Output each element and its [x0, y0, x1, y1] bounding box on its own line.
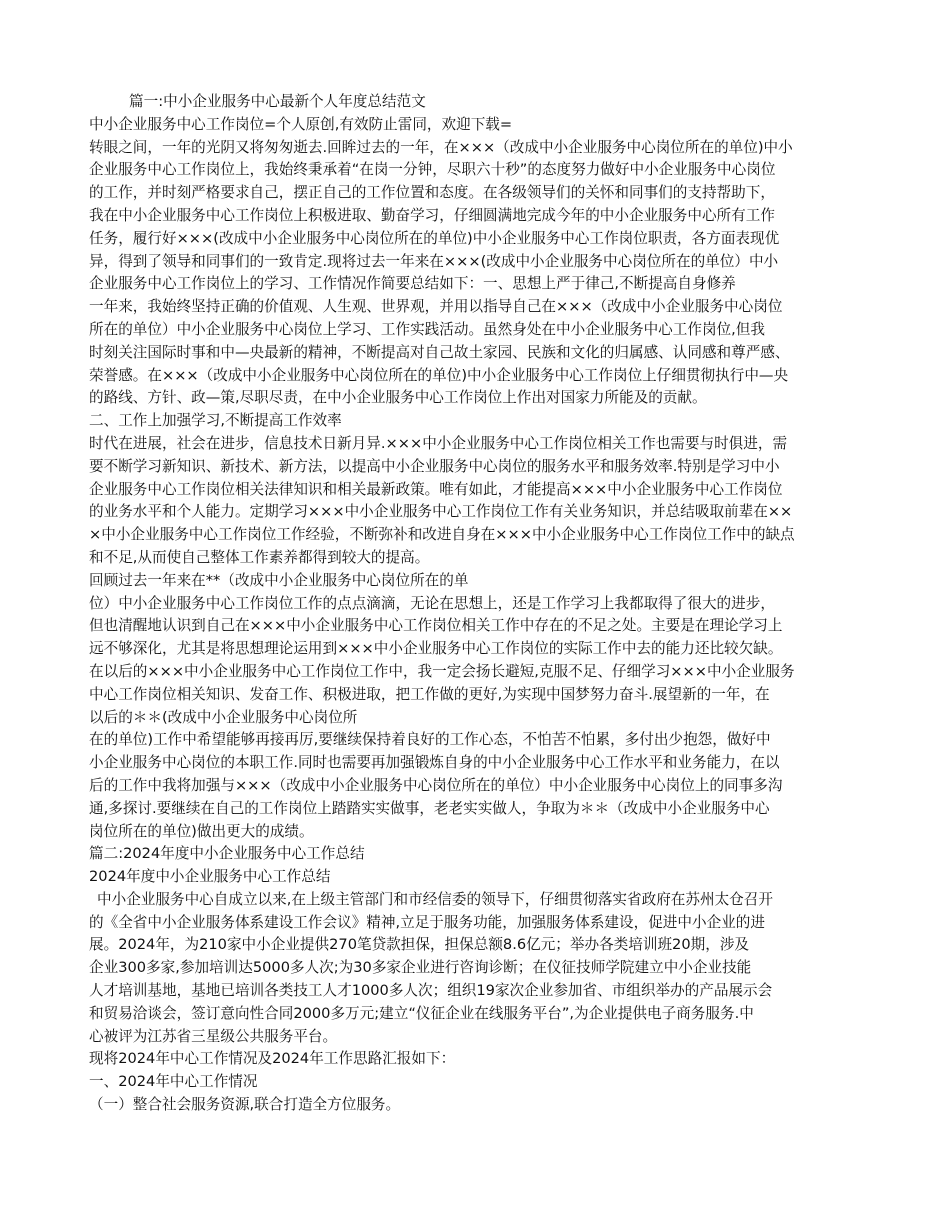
doc-line: 以后的＊＊(改成中小企业服务中心岗位所 [89, 708, 358, 726]
doc-line: 通,多探讨.要继续在自己的工作岗位上踏踏实实做事，老老实实做人，争取为＊＊（改成中小企业服务中心 [89, 799, 770, 817]
section-heading: 2024年度中小企业服务中心工作总结 [89, 868, 331, 886]
doc-line: 异，得到了领导和同事们的一致肯定.现将过去一年来在×××(改成中小企业服务中心岗位所在的单位）中小 [89, 252, 779, 270]
document-page [89, 91, 864, 1117]
doc-line: 在的单位)工作中希望能够再接再厉,要继续保持着良好的工作心态，不怕苦不怕累，多付出少抱怨，做好中 [89, 731, 771, 749]
doc-line: 荣誉感。在×××（改成中小企业服务中心岗位所在的单位)中小企业服务中心工作岗位上仔细贯彻执行中—央 [89, 366, 789, 384]
doc-line: 在以后的×××中小企业服务中心工作岗位工作中，我一定会扬长避短,克服不足、仔细学习×××中小企业服务 [89, 662, 795, 680]
doc-line: 企业300多家,参加培训达5000多人次;为30多家企业进行咨询诊断；在仪征技师学院建立中小企业技能 [89, 959, 752, 977]
doc-line: 的路线、方针、政—策,尽职尽责，在中小企业服务中心工作岗位上作出对国家力所能及的贡献。 [89, 389, 707, 407]
doc-line: 要不断学习新知识、新技术、新方法，以提高中小企业服务中心岗位的服务水平和服务效率.特别是学习中小 [89, 457, 780, 475]
doc-line: 转眼之间，一年的光阴又将匆匆逝去.回眸过去的一年，在×××（改成中小企业服务中心岗位所在的单位)中小 [89, 138, 793, 156]
doc-line: 的《全省中小企业服务体系建设工作会议》精神,立足于服务功能，加强服务体系建设，促进中小企业的进 [89, 913, 765, 931]
section-heading: 一、2024年中心工作情况 [89, 1073, 258, 1091]
doc-line: （一）整合社会服务资源,联合打造全方位服务。 [89, 1096, 401, 1114]
doc-line: 企业服务中心工作岗位相关法律知识和相关最新政策。唯有如此，才能提高×××中小企业服务中心工作岗位 [89, 480, 783, 498]
section-heading: 篇二:2024年度中小企业服务中心工作总结 [89, 845, 365, 863]
doc-line: 远不够深化，尤其是将思想理论运用到×××中小企业服务中心工作岗位的实际工作中去的能力还比较欠缺。 [89, 640, 783, 658]
doc-line: 岗位所在的单位)做出更大的成绩。 [89, 822, 314, 840]
doc-line: 回顾过去一年来在**（改成中小企业服务中心岗位所在的单 [89, 571, 469, 589]
doc-line: 位）中小企业服务中心工作岗位工作的点点滴滴，无论在思想上，还是工作学习上我都取得了很大的进步， [89, 594, 775, 612]
doc-line: 后的工作中我将加强与×××（改成中小企业服务中心岗位所在的单位）中小企业服务中心岗位上的同事多沟 [89, 776, 783, 794]
doc-line: 任务，履行好×××(改成中小企业服务中心岗位所在的单位)中小企业服务中心工作岗位职责，各方面表现优 [89, 229, 780, 247]
doc-line: 但也清醒地认识到自己在×××中小企业服务中心工作岗位相关工作中存在的不足之处。主要是在理论学习上 [89, 617, 783, 635]
doc-line: 中心工作岗位相关知识、发奋工作、积极进取，把工作做的更好,为实现中国梦努力奋斗.展望新的一年，在 [89, 685, 770, 703]
doc-line: 企业服务中心工作岗位上，我始终秉承着“在岗一分钟，尽职六十秒”的态度努力做好中小企业服务中心岗位 [89, 161, 776, 179]
doc-line: 所在的单位）中小企业服务中心岗位上学习、工作实践活动。虽然身处在中小企业服务中心工作岗位,但我 [89, 320, 765, 338]
section-heading: 二、工作上加强学习,不断提高工作效率 [89, 412, 342, 430]
doc-line: 的业务水平和个人能力。定期学习×××中小企业服务中心工作岗位工作有关业务知识，并总结吸取前辈在×× [89, 503, 793, 521]
doc-line: 现将2024年中心工作情况及2024年工作思路汇报如下： [89, 1050, 456, 1068]
doc-line: 企业服务中心工作岗位上的学习、工作情况作简要总结如下：一、思想上严于律己,不断提高自身修养 [89, 275, 736, 293]
doc-line: 我在中小企业服务中心工作岗位上积极进取、勤奋学习，仔细圆满地完成今年的中小企业服务中心所有工作 [89, 206, 775, 224]
doc-line: 的工作，并时刻严格要求自己，摆正自己的工作位置和态度。在各级领导们的关怀和同事们的支持帮助下， [89, 184, 775, 202]
doc-line: 中小企业服务中心自成立以来,在上级主管部门和市经信委的领导下，仔细贯彻落实省政府在苏州太仓召开 [97, 890, 773, 908]
doc-title-part1: 篇一:中小企业服务中心最新个人年度总结范文 [129, 93, 426, 110]
doc-line: ×中小企业服务中心工作岗位工作经验，不断弥补和改进自身在×××中小企业服务中心工作岗位工作中的缺点 [89, 526, 795, 544]
doc-line: 展。2024年，为210家中小企业提供270笔贷款担保，担保总额8.6亿元；举办各类培训班20期，涉及 [89, 936, 750, 954]
doc-line: 小企业服务中心岗位的本职工作.同时也需要再加强锻炼自身的中小企业服务中心工作水平和业务能力，在以 [89, 754, 780, 772]
doc-line: 时代在进展，社会在进步，信息技术日新月异.×××中小企业服务中心工作岗位相关工作也需要与时俱进，需 [89, 434, 788, 452]
doc-line: 时刻关注国际时事和中—央最新的精神，不断提高对自己故土家园、民族和文化的归属感、认同感和尊严感、 [89, 343, 790, 361]
doc-line: 和不足,从而使自己整体工作素养都得到较大的提高。 [89, 548, 430, 566]
doc-line: 和贸易洽谈会，签订意向性合同2000多万元;建立“仪征企业在线服务平台”,为企业提供电子商务服务.中 [89, 1004, 754, 1022]
doc-line: 中小企业服务中心工作岗位=个人原创,有效防止雷同，欢迎下载= [89, 115, 513, 133]
doc-line: 人才培训基地，基地已培训各类技工人才1000多人次；组织19家次企业参加省、市组织举办的产品展示会 [89, 982, 773, 1000]
doc-line: 心被评为江苏省三星级公共服务平台。 [89, 1027, 338, 1045]
doc-line: 一年来，我始终坚持正确的价值观、人生观、世界观，并用以指导自己在×××（改成中小企业服务中心岗位 [89, 298, 783, 316]
